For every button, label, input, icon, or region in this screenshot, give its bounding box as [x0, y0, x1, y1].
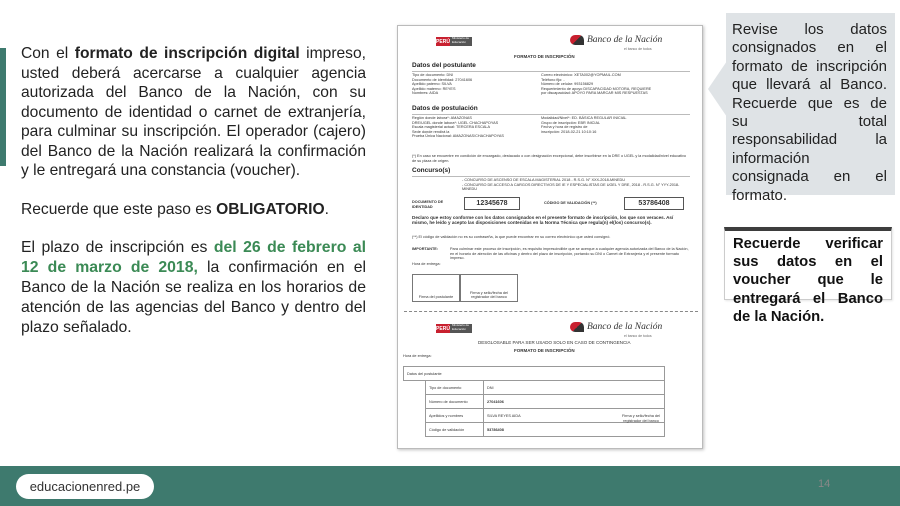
- cut-line: [404, 311, 698, 312]
- fields-left: Tipo de documento: DNI Documento de identidad: 27041606 Apellido paterno: SILVA Apellido materno: REYES Nombres: AIDA: [412, 73, 473, 96]
- paragraph-obligatorio: Recuerde que este paso es OBLIGATORIO.: [21, 200, 329, 218]
- document-number-box: 12345678: [464, 197, 520, 210]
- callout-pointer: [708, 61, 727, 117]
- bold-obligatorio: OBLIGATORIO: [216, 200, 325, 218]
- main-instructions: [21, 44, 366, 357]
- date-range-highlight: del 26 de febrero al 12 de marzo de 2018,: [21, 239, 366, 276]
- paragraph-format: Con el formato de inscripción digital impreso, usted deberá acercarse a cualquier agencia autorizada del Banco de la Nación, con su documento de identidad o carnet de extranjería, para culminar su inscripción. El operador (cajero) del Banco de la Nación realizará la confirmación y le entregará una constancia (voucher).: [21, 45, 366, 179]
- bold-format: formato de inscripción digital: [74, 45, 300, 62]
- signature-box-registrador: Firma y sello/fecha del registrador del banco: [460, 274, 518, 302]
- inscription-form-image: PERÚ Ministerio de Educación Banco de la Nación el banco de todos FORMATO DE INSCRIPCIÓN Datos del postulante Tipo de documento: DNI Documento de identidad: 27041606 Apellido paterno: SILVA Apellido materno: REYES Nombres: AIDA Correo electrónico: XETA002@YOPMAIL.COM Teléfono fijo: - Número de celular: 993156829 Requerimiento de apoyo DISCAPACIDAD MOTORA, REQUIERE por discapacidad: APOYO PARA MARCAR MIS RESPUESTAS Datos de postulación Región donde labora*: AMAZONAS DRE/UGEL donde labora*: UGEL CHACHAPOYAS Escala magisterial actual: TERCERA ESCALA Sede donde rendirá la Prueba Única Nacional: AMAZONAS/CHACHAPOYAS Modalidad/Nivel*: ED. BÁSICA REGULAR INICIAL Grupo de inscripción: EBR INICIAL Fecha y hora de registro de inscripción: 2018-02-21 10:10:16 (*) En caso se encuentre en condición de encargado, destacado o con designación excepcional, debe inscribirse en la DRE o UGEL y la modalidad/nivel educativo de su plaza de origen. Concurso(s) - CONCURSO DE ASCENSO DE ESCALA MAGISTERIAL 2018 - R.S.G. N° XXX-2018-MINEDU - CONCURSO DE ACCESO A CARGOS DIRECTIVOS DE IE Y ESPECIALISTAS DE UGEL Y DRE, 2018 - R.S.G. N° YYY-2018-MINEDU DOCUMENTO DE IDENTIDAD 12345678 CÓDIGO DE VALIDACIÓN (**) 53786408 Declaro que estoy conforme con los datos consignados en el presente formato de inscripción, los que son veraces. Así mismo, he leído y acepto las disposiciones contenidas en la Norma Técnica que regula(n) el(los) concurso(s). (**) El código de validación no es su contraseña, la que puede encontrar en su correo electrónico que usted consignó. IMPORTANTE: Para culminar este proceso de inscripción, es requisito imprescindible que se acerque a cualquier agencia autorizada del Banco de la Nación, en el horario de atención de las oficinas y dentro del plazo de inscripción, portando su DNI o Carnet de Extranjería y el presente formato impreso. Hora de entrega: Firma del postulante Firma y sello/fecha del registrador del banco PERÚ Ministerio de Educación Banco de la Nación el banco de todos DESGLOSABLE PARA SER USADO SOLO EN CASO DE CONTINGENCIA FORMATO DE INSCRIPCIÓN Hora de entrega: Datos del postulante Tipo de documento DNI Número de documento 27041606 Apellidos y nombres SILVA REYES AIDA Código de validación 53786408 Firma y sello/fecha del registrador del banco: [397, 25, 703, 449]
- banco-nacion-logo: Banco de la Nación: [570, 35, 662, 45]
- fields-right: Correo electrónico: XETA002@YOPMAIL.COM Teléfono fijo: - Número de celular: 993156829 Requerimiento de apoyo DISCAPACIDAD MOTORA, REQUIERE por discapacidad: APOYO PARA MARCAR MIS RESPUESTAS: [541, 73, 652, 96]
- validation-code-box: 53786408: [624, 197, 684, 210]
- signature-box-postulante: Firma del postulante: [412, 274, 460, 302]
- banco-nacion-logo-2: Banco de la Nación: [570, 322, 662, 332]
- concursos-list: - CONCURSO DE ASCENSO DE ESCALA MAGISTERIAL 2018 - R.S.G. N° XXX-2018-MINEDU - CONCURSO DE ACCESO A CARGOS DIRECTIVOS DE IE Y ESPECIALISTAS DE UGEL Y DRE, 2018 - R.S.G. N° YYY-2018-MINEDU: [462, 178, 680, 192]
- postulacion-left: Región donde labora*: AMAZONAS DRE/UGEL donde labora*: UGEL CHACHAPOYAS Escala magisterial actual: TERCERA ESCALA Sede donde rendirá la Prueba Única Nacional: AMAZONAS/CHACHAPOYAS: [412, 116, 504, 139]
- peru-minedu-logo: PERÚ Ministerio de Educación: [436, 37, 472, 46]
- callout-text: Revise los datos consignados en el formato de inscripción que llevará al Banco. Recuerde que es de su total responsabilidad la información consignada en el formato.: [726, 13, 895, 195]
- voucher-table: Datos del postulante Tipo de documento DNI Número de documento 27041606 Apellidos y nombres SILVA REYES AIDA Código de validación 53786408: [403, 366, 665, 437]
- verify-voucher-note: Recuerde verificar sus datos en el voucher que le entregará el Banco de la Nación.: [724, 227, 892, 300]
- bank-logo-icon: [570, 322, 584, 332]
- postulacion-right: Modalidad/Nivel*: ED. BÁSICA REGULAR INICIAL Grupo de inscripción: EBR INICIAL Fecha y hora de registro de inscripción: 2018-02-21 10:10:16: [541, 116, 627, 134]
- site-link[interactable]: educacionenred.pe: [16, 474, 154, 499]
- paragraph-plazo: El plazo de inscripción es del 26 de febrero al 12 de marzo de 2018, la confirmación en el Banco de la Nación se realiza en los horarios de atención de las agencias del Banco y dentro del plazo señalado.: [21, 239, 366, 336]
- bank-logo-icon: [570, 35, 584, 45]
- review-callout: [708, 13, 893, 213]
- page-number: 14: [818, 478, 831, 490]
- peru-minedu-logo-2: PERÚ Ministerio de Educación: [436, 324, 472, 333]
- form-title: FORMATO DE INSCRIPCIÓN: [514, 54, 575, 59]
- left-accent-bar: [0, 48, 6, 166]
